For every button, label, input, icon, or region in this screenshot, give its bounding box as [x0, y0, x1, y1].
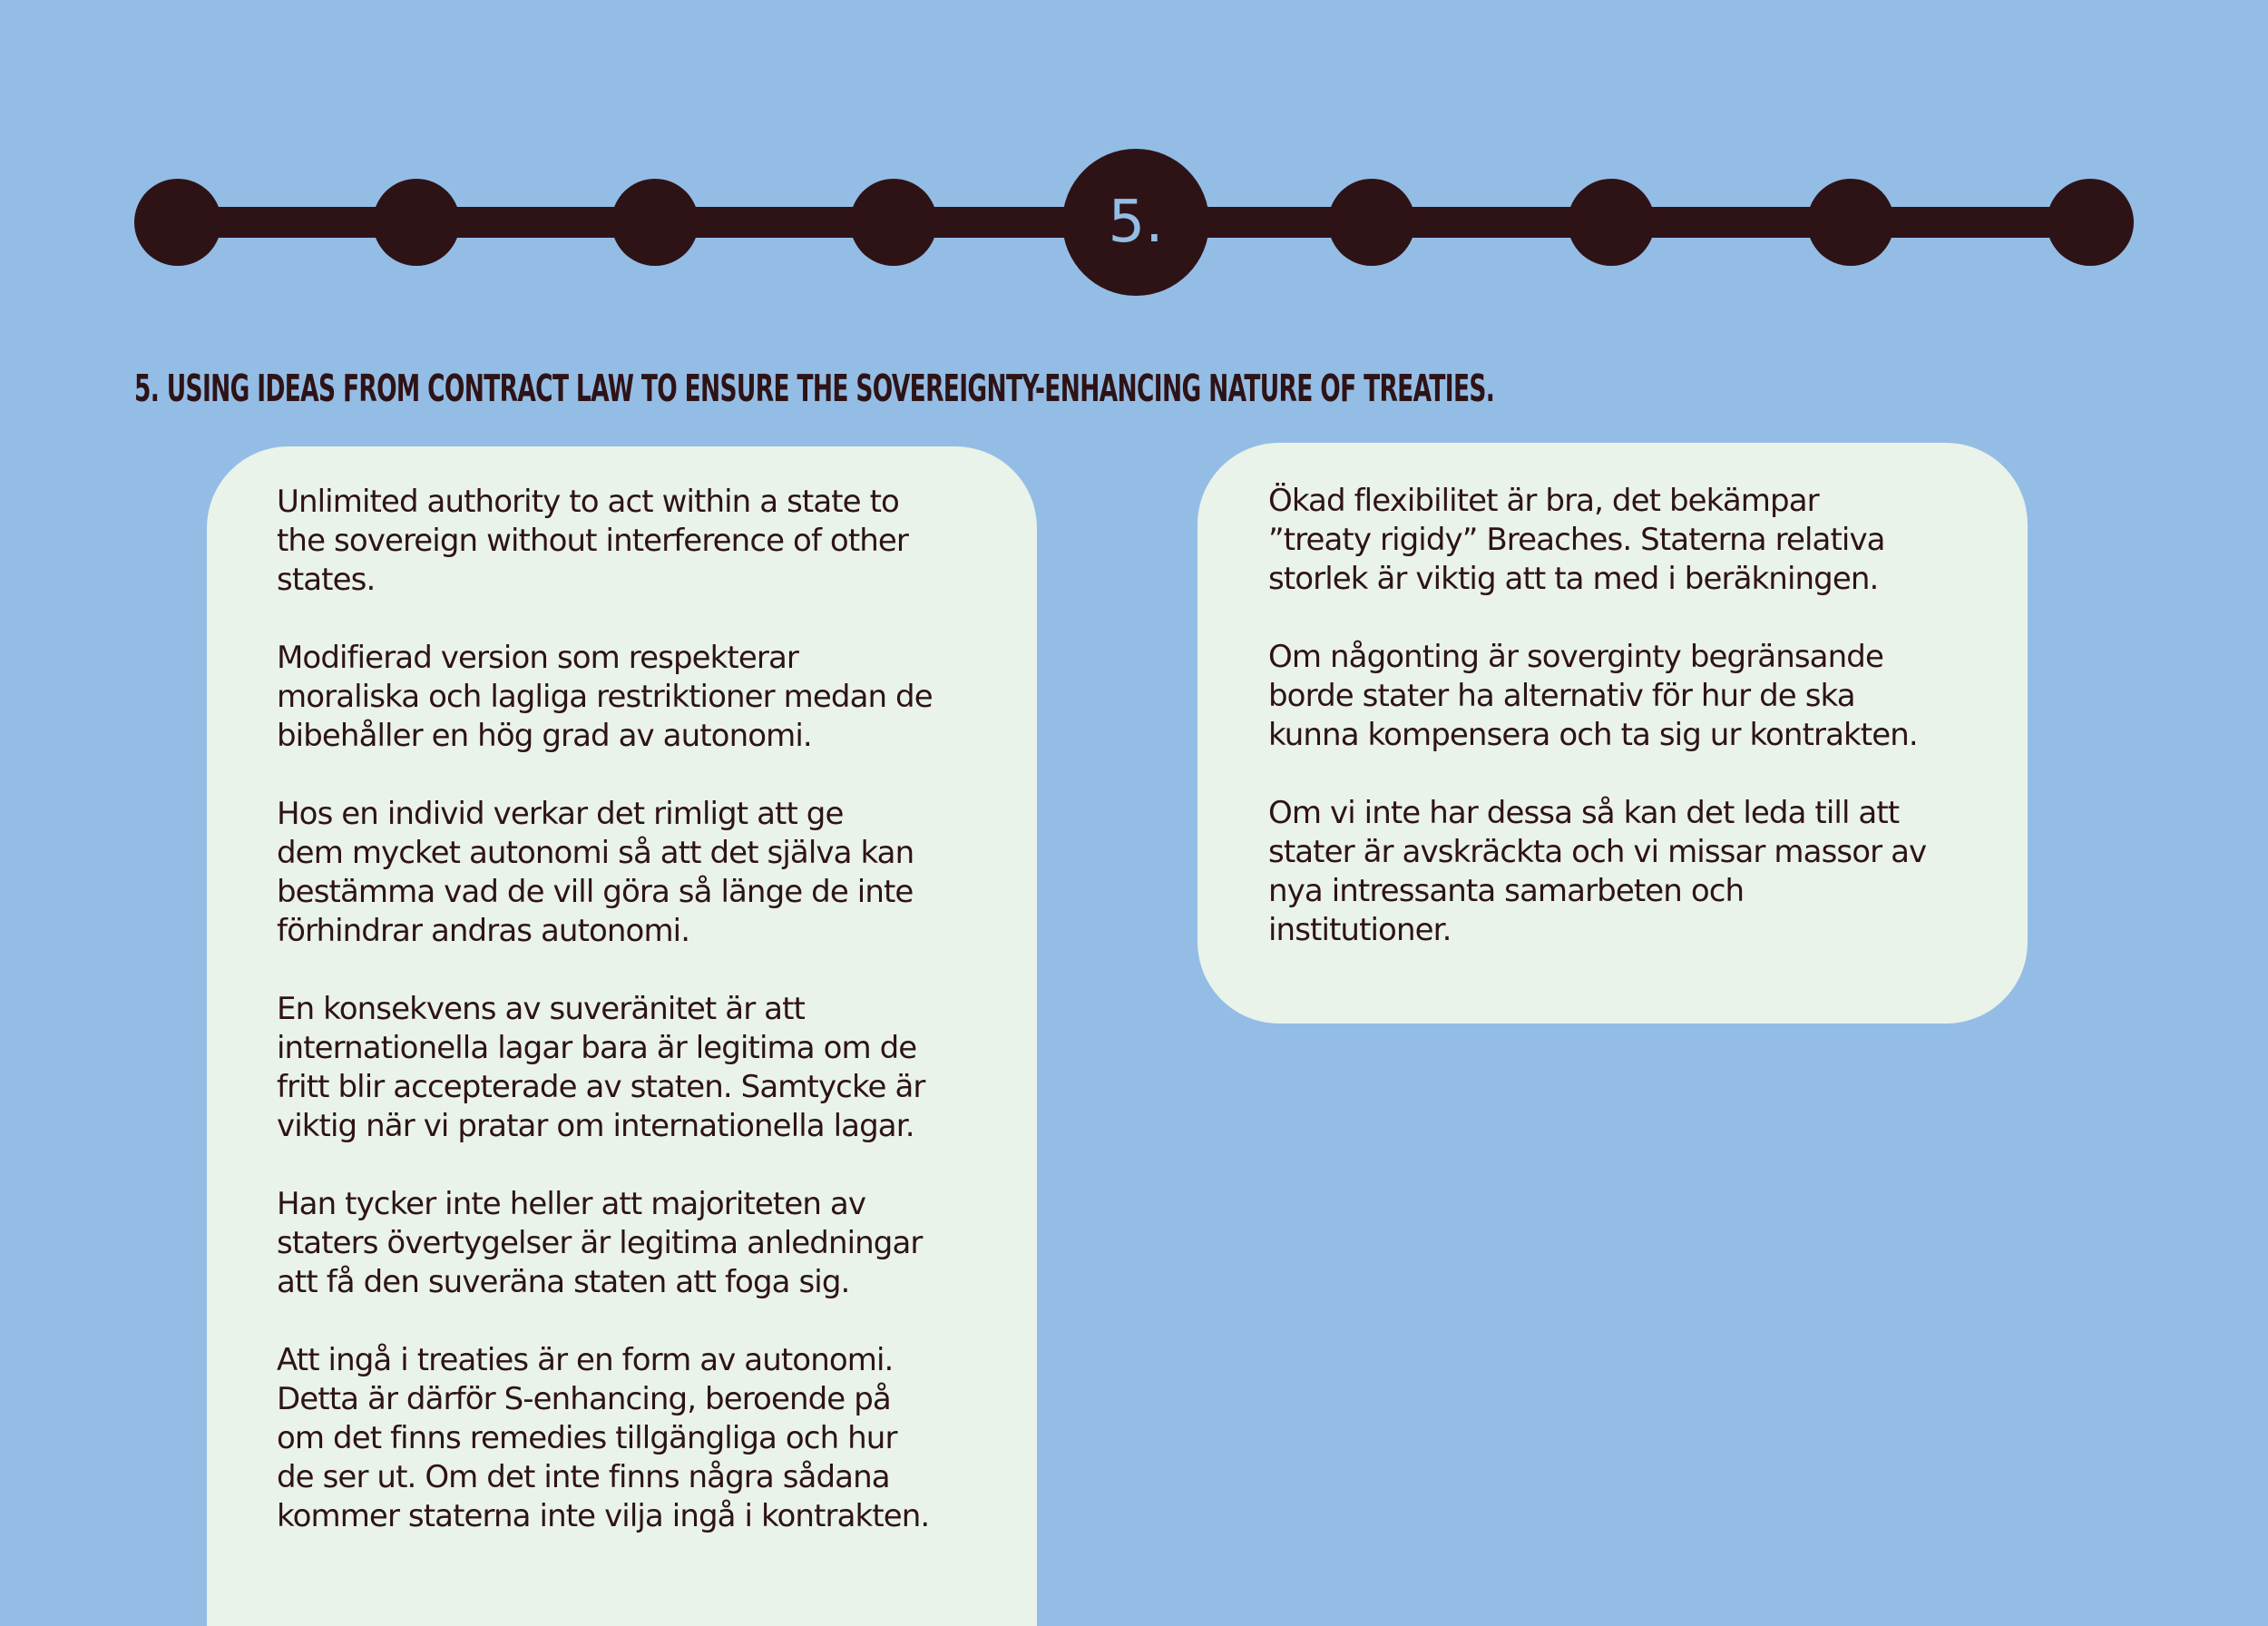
timeline-step-9[interactable]: [2047, 179, 2134, 266]
left-paragraph-4: En konsekvens av suveränitet är att internationella lagar bara är legitima om de fritt blir accepterade av staten. Samtycke är viktig när vi pratar om internationella lagar.: [277, 991, 925, 1144]
timeline-step-2[interactable]: [373, 179, 460, 266]
timeline-step-8[interactable]: [1807, 179, 1894, 266]
left-paragraph-3: Hos en individ verkar det rimligt att ge dem mycket autonomi så att det själva kan bestämma vad de vill göra så länge de inte förhindrar andras autonomi.: [277, 796, 914, 949]
timeline-step-7[interactable]: [1568, 179, 1655, 266]
right-paragraph-1: Ökad flexibilitet är bra, det bekämpar ”treaty rigidy” Breaches. Staterna relativa storlek är viktig att ta med i beräkningen.: [1268, 483, 1885, 597]
right-text-card: [1198, 443, 2028, 1024]
step-timeline: [0, 0, 2268, 309]
left-paragraph-1: Unlimited authority to act within a state to the sovereign without interference of other states.: [277, 484, 909, 598]
timeline-step-1[interactable]: [134, 179, 221, 266]
timeline-step-5-active[interactable]: [1062, 149, 1209, 296]
timeline-step-3[interactable]: [611, 179, 699, 266]
left-paragraph-6: Att ingå i treaties är en form av autonomi. Detta är därför S-enhancing, beroende på om det finns remedies tillgängliga och hur de ser ut. Om det inte finns några sådana kommer staterna inte vilja ingå i kontrakten.: [277, 1342, 930, 1534]
timeline-step-4[interactable]: [850, 179, 937, 266]
left-paragraph-5: Han tycker inte heller att majoriteten av staters övertygelser är legitima anledningar att få den suveräna staten att foga sig.: [277, 1186, 923, 1300]
section-heading: 5. USING IDEAS FROM CONTRACT LAW TO ENSURE THE SOVEREIGNTY-ENHANCING NATURE OF TREATIES.: [134, 367, 1495, 410]
left-text-card: [207, 446, 1037, 1626]
left-paragraph-2: Modifierad version som respekterar moraliska och lagliga restriktioner medan de bibehåller en hög grad av autonomi.: [277, 640, 933, 754]
timeline-step-6[interactable]: [1328, 179, 1415, 266]
active-step-label: 5.: [1108, 189, 1164, 256]
right-paragraph-2: Om någonting är soverginty begränsande borde stater ha alternativ för hur de ska kunna kompensera och ta sig ur kontrakten.: [1268, 639, 1918, 753]
right-paragraph-3: Om vi inte har dessa så kan det leda till att stater är avskräckta och vi missar massor av nya intressanta samarbeten och institutioner.: [1268, 795, 1927, 948]
